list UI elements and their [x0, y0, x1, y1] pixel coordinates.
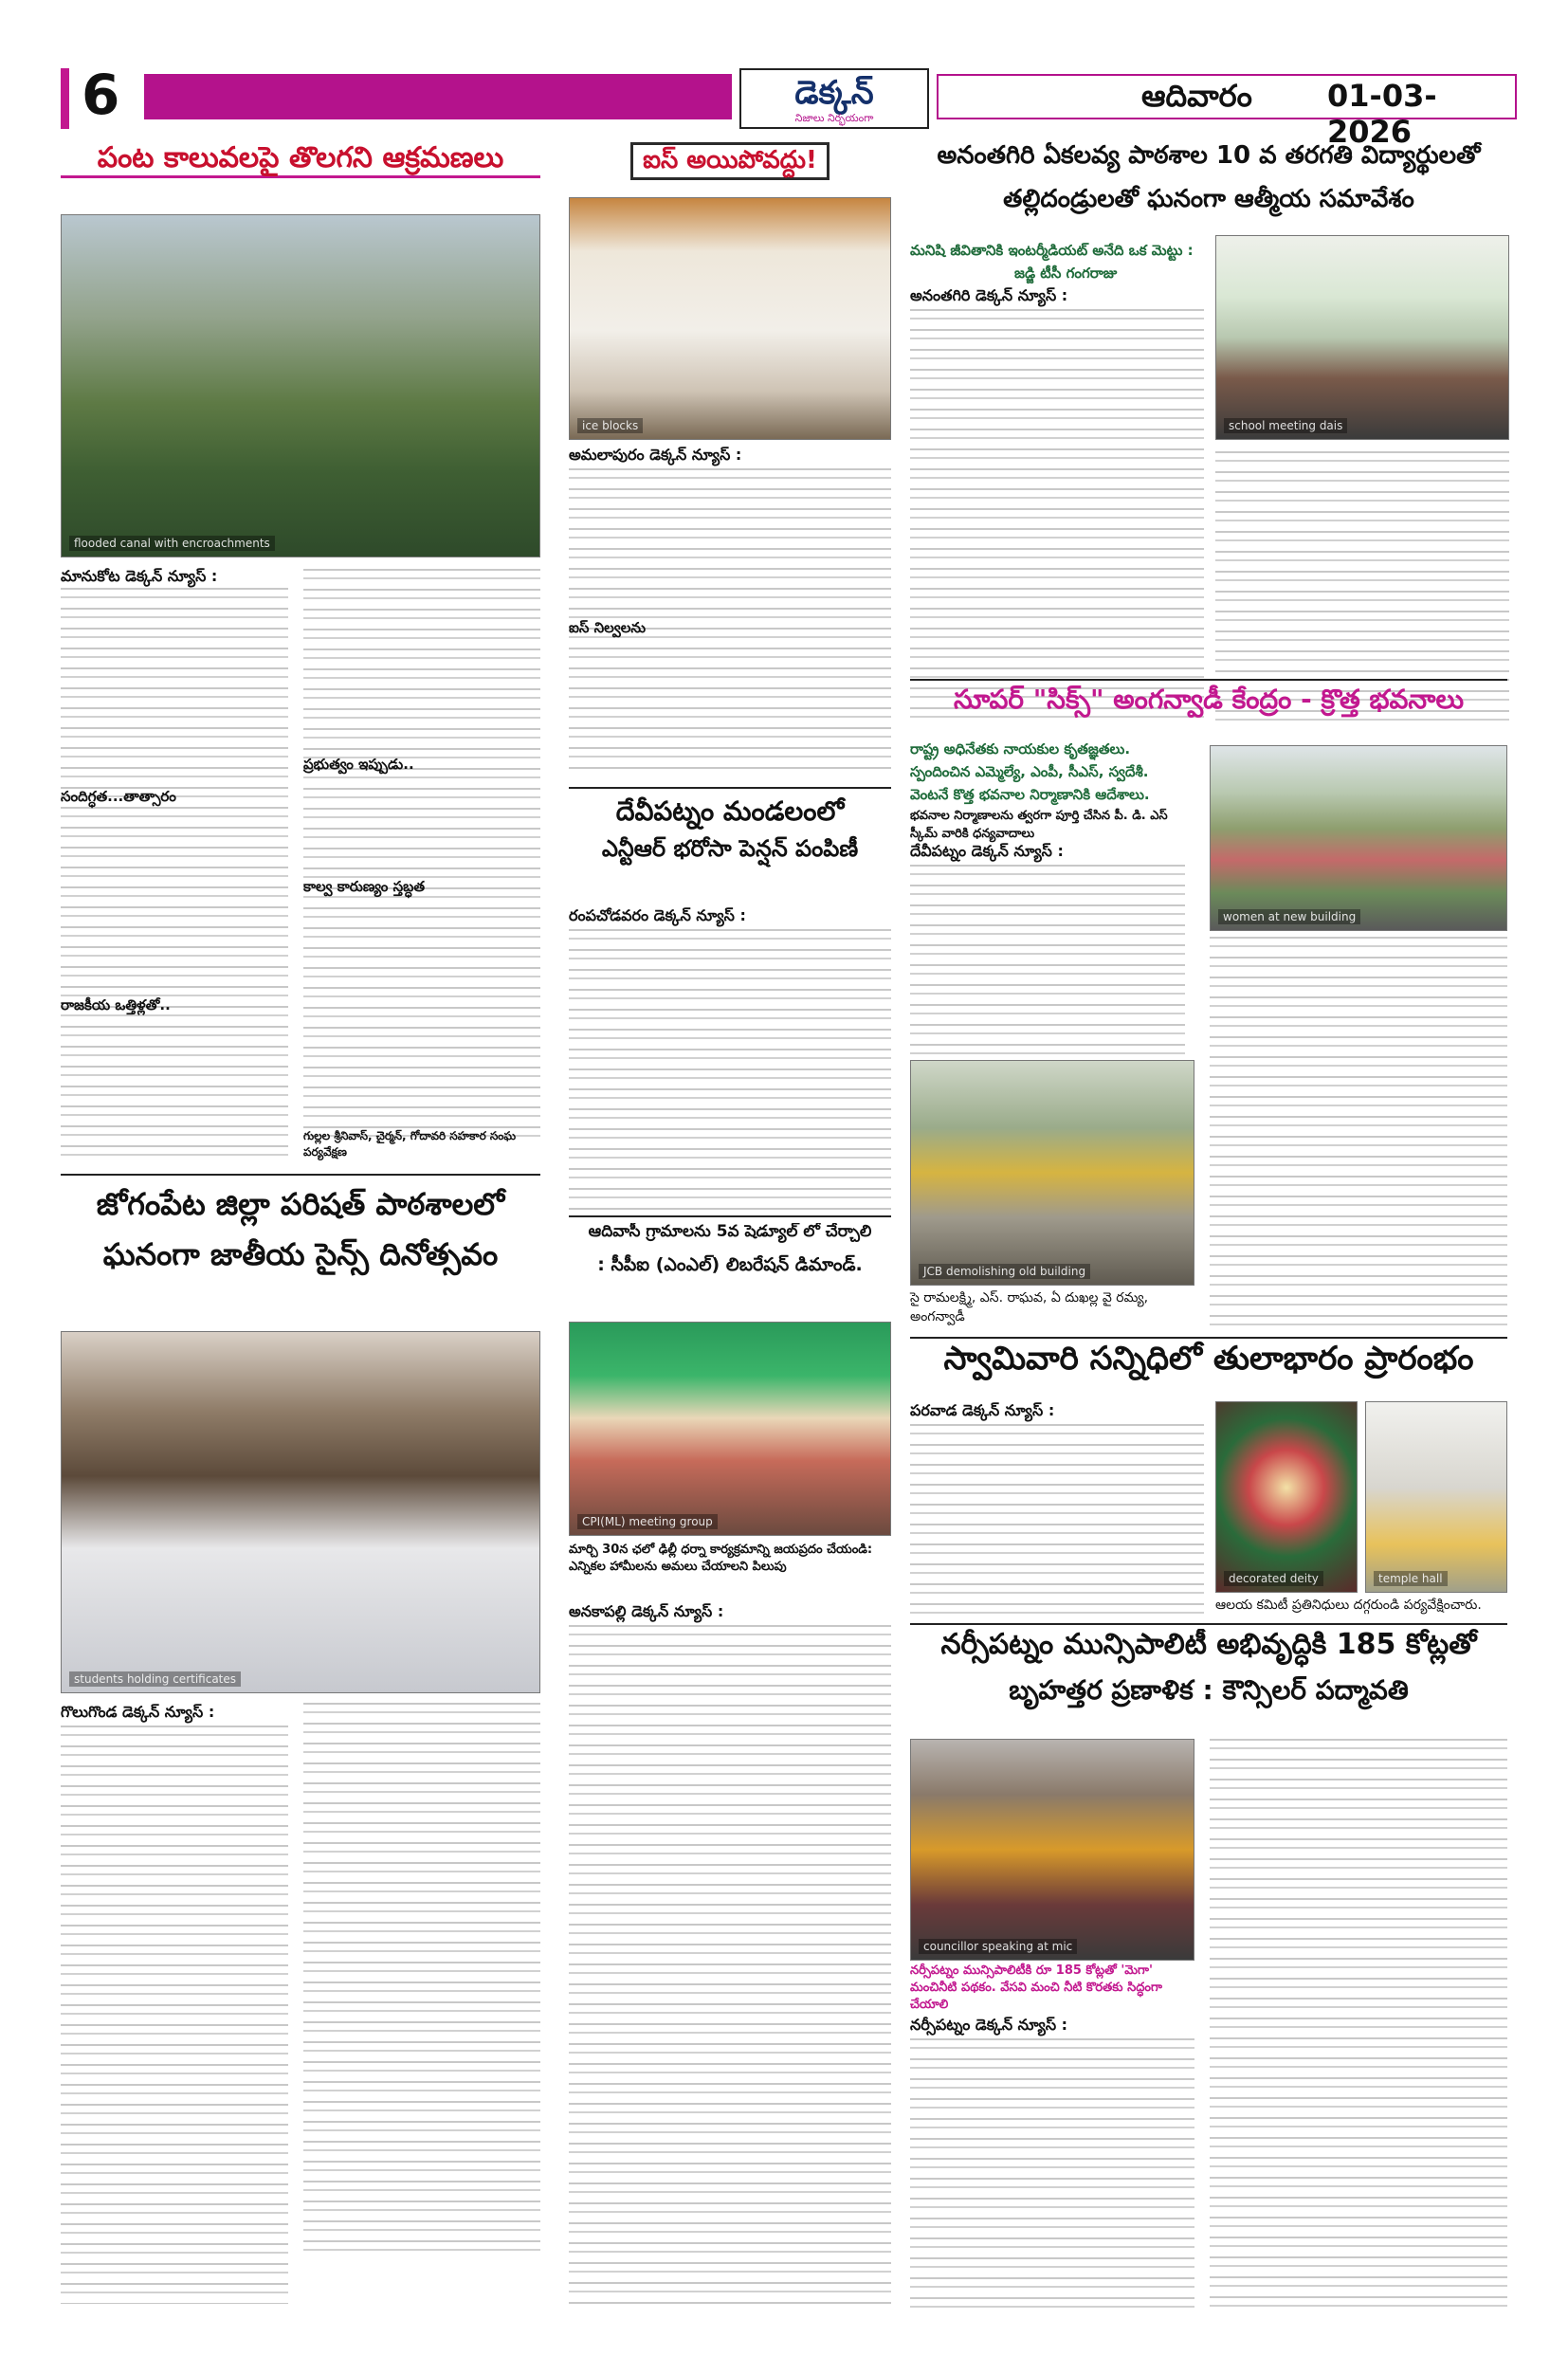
anganwadi-photo-1-label: women at new building [1218, 909, 1360, 924]
canal-story-headline-block [61, 142, 540, 199]
jogampeta-headline-2: ఘనంగా జాతీయ సైన్స్ దినోత్సవం [102, 1235, 499, 1272]
ekalavya-subhead-1: మనిషి జీవితానికి ఇంటర్మీడియట్ అనేది ఒక మెట్టు : [910, 242, 1194, 259]
newspaper-logo [739, 68, 929, 129]
pension-headline-block [569, 796, 891, 891]
pension-text [569, 929, 891, 1214]
agency-headline-block [569, 1223, 891, 1314]
thulabharam-photo-2-label: temple hall [1374, 1571, 1448, 1586]
anganwadi-headline-block [910, 685, 1507, 736]
ekalavya-text-col-1 [910, 309, 1204, 726]
ice-headline-block [569, 142, 891, 190]
jogampeta-headline-block [61, 1187, 540, 1291]
divider-rule [569, 1215, 891, 1217]
canal-story-headline: పంట కాలువలపై తొలగని ఆక్రమణలు [61, 142, 540, 178]
agency-photo-caption: మార్చి 30న ఛలో ఢిల్లీ ధర్నా కార్యక్రమాన్ని జయప్రదం చేయండి: ఎన్నికల హామీలను అమలు చేయాలని పిలుపు [569, 1543, 873, 1575]
thulabharam-byline: పరవాడ డెక్కన్ న్యూస్ : [910, 1401, 1055, 1419]
divider-rule [910, 679, 1507, 681]
narsipatnam-headline-1: నర్సీపట్నం మున్సిపాలిటీ అభివృద్ధికి 185 కోట్లతో [940, 1629, 1477, 1661]
narsipatnam-headline-2: బృహత్తర ప్రణాళిక : కౌన్సిలర్ పద్మావతి [1009, 1673, 1409, 1706]
thulabharam-photo-caption: ఆలయ కమిటీ ప్రతినిధులు దగ్గరుండి పర్యవేక్షించారు. [1215, 1598, 1482, 1613]
jogampeta-text-col-2 [303, 1703, 540, 2253]
anganwadi-photo-caption: సై రామలక్ష్మి, ఎస్. రాఘవ, ఏ దుఖల్ల వై రమ్య, అంగన్వాడీ [910, 1290, 1149, 1324]
ekalavya-headline-2: తల్లిదండ్రులతో ఘనంగా ఆత్మీయ సమావేశం [1003, 184, 1414, 213]
jogampeta-text-col-1 [61, 1726, 288, 2304]
masthead-color-bar-left [144, 74, 732, 119]
narsipatnam-photo-caption: నర్సీపట్నం మున్సిపాలిటీకి రూ 185 కోట్లతో 'మెగా' మంచినీటి పథకం. వేసవి మంచి నీటి కొరతకు సిద్ధంగా చేయాలి [910, 1963, 1162, 2013]
anganwadi-subline-2: స్పందించిన ఎమ్మెల్యే, ఎంపీ, సీఎస్, స్వదేశీ. [910, 763, 1149, 780]
jogampeta-photo-label: students holding certificates [69, 1671, 241, 1687]
issue-day: ఆదివారం [1141, 78, 1252, 114]
ekalavya-subhead-2: జడ్జి టీసీ గంగరాజు [1014, 265, 1118, 282]
canal-story-text-col-1 [61, 588, 288, 1157]
ekalavya-photo [1215, 235, 1509, 440]
thulabharam-photo-2 [1365, 1401, 1507, 1593]
canal-subhead-1: సందిగ్ధత...తాత్సారం [61, 788, 176, 805]
canal-subhead-3: ప్రభుత్వం ఇప్పుడు.. [303, 756, 414, 773]
ekalavya-headline-block [910, 142, 1507, 237]
jogampeta-headline-1: జోగంపేట జిల్లా పరిషత్ పాఠశాలలో [96, 1187, 505, 1222]
narsipatnam-photo-label: councillor speaking at mic [919, 1939, 1077, 1954]
page-number: 6 [82, 63, 120, 127]
narsipatnam-headline-block [910, 1629, 1507, 1733]
agency-photo [569, 1322, 891, 1536]
agency-text [569, 1625, 891, 2308]
divider-rule [61, 1174, 540, 1176]
pension-headline-1: దేవీపట్నం మండలంలో [615, 796, 845, 827]
pension-headline-2: ఎన్టీఆర్ భరోసా పెన్షన్ పంపిణీ [601, 835, 859, 863]
issue-date: 01-03-2026 [1327, 78, 1437, 150]
narsipatnam-text-col-2 [1210, 1739, 1507, 2313]
ice-photo [569, 197, 891, 440]
thulabharam-text [910, 1424, 1204, 1614]
divider-rule [910, 1337, 1507, 1339]
ekalavya-byline: అనంతగిరి డెక్కన్ న్యూస్ : [910, 286, 1068, 304]
logo-tagline: నిజాలు నిర్భయంగా [794, 112, 874, 124]
divider-rule [569, 787, 891, 789]
anganwadi-photo-2 [910, 1060, 1194, 1286]
ice-headline: ఐస్ అయిపోవద్దు! [630, 142, 830, 180]
narsipatnam-text-col-1 [910, 2038, 1194, 2313]
narsipatnam-byline: నర్సీపట్నం డెక్కన్ న్యూస్ : [910, 2016, 1068, 2034]
anganwadi-subline-4: భవనాల నిర్మాణాలను త్వరగా పూర్తి చేసిన పీ. డి. ఎస్ స్కీమ్ వారికి ధన్యవాదాలు [910, 809, 1168, 841]
canal-story-byline: మానుకోట డెక్కన్ న్యూస్ : [61, 567, 218, 585]
anganwadi-text-col-1 [910, 865, 1185, 1054]
canal-story-text-col-2 [303, 569, 540, 1138]
canal-signature: గుల్లల శ్రీనివాస్, చైర్మన్, గోదావరి సహకార సంఘ పర్యవేక్షణ [303, 1129, 517, 1160]
ice-photo-label: ice blocks [577, 418, 643, 433]
canal-subhead-4: కాల్వ కారుణ్యం స్తబ్ధత [303, 878, 426, 895]
jogampeta-photo [61, 1331, 540, 1693]
ekalavya-photo-label: school meeting dais [1224, 418, 1347, 433]
pension-byline: రంపచోడవరం డెక్కన్ న్యూస్ : [569, 906, 746, 924]
narsipatnam-photo [910, 1739, 1194, 1961]
agency-headline-1: ఆదివాసీ గ్రామాలను 5వ షెడ్యూల్ లో చేర్చాలి [588, 1223, 872, 1241]
anganwadi-text-col-2 [1210, 937, 1507, 1335]
canal-photo-label: flooded canal with encroachments [69, 536, 275, 551]
ekalavya-headline-1: అనంతగిరి ఏకలవ్య పాఠశాల 10 వ తరగతి విద్యార్థులతో [937, 142, 1481, 170]
anganwadi-subline-3: వెంటనే కొత్త భవనాల నిర్మాణానికి ఆదేశాలు. [910, 786, 1150, 803]
agency-headline-2: : సీపీఐ (ఎంఎల్) లిబరేషన్ డిమాండ్. [597, 1253, 863, 1275]
agency-byline: అనకాపల్లి డెక్కన్ న్యూస్ : [569, 1602, 724, 1620]
canal-subhead-2: రాజకీయ ఒత్తిళ్లతో.. [61, 996, 171, 1014]
jogampeta-byline: గొలుగొండ డెక్కన్ న్యూస్ : [61, 1703, 215, 1721]
anganwadi-subline-1: రాష్ట్ర అధినేతకు నాయకుల కృతజ్ఞతలు. [910, 740, 1131, 758]
page-number-bar [61, 68, 69, 129]
anganwadi-headline: సూపర్ "సిక్స్" అంగన్వాడీ కేంద్రం - క్రొత్త భవనాలు [953, 685, 1465, 715]
ice-byline: అమలాపురం డెక్కన్ న్యూస్ : [569, 446, 742, 464]
ice-subhead: ఐస్ నిల్వలను [569, 619, 647, 636]
agency-photo-label: CPI(ML) meeting group [577, 1514, 718, 1529]
thulabharam-headline-block [910, 1341, 1507, 1399]
masthead [61, 63, 1517, 150]
thulabharam-headline: స్వామివారి సన్నిధిలో తులాభారం ప్రారంభం [943, 1341, 1474, 1378]
thulabharam-photo-1 [1215, 1401, 1358, 1593]
anganwadi-photo-2-label: JCB demolishing old building [919, 1264, 1090, 1279]
anganwadi-photo-1 [1210, 745, 1507, 931]
canal-photo [61, 214, 540, 557]
logo-title: డెక్కన్ [794, 74, 874, 112]
divider-rule [910, 1623, 1507, 1625]
anganwadi-byline: దేవీపట్నం డెక్కన్ న్యూస్ : [910, 842, 1064, 860]
thulabharam-photo-1-label: decorated deity [1224, 1571, 1323, 1586]
